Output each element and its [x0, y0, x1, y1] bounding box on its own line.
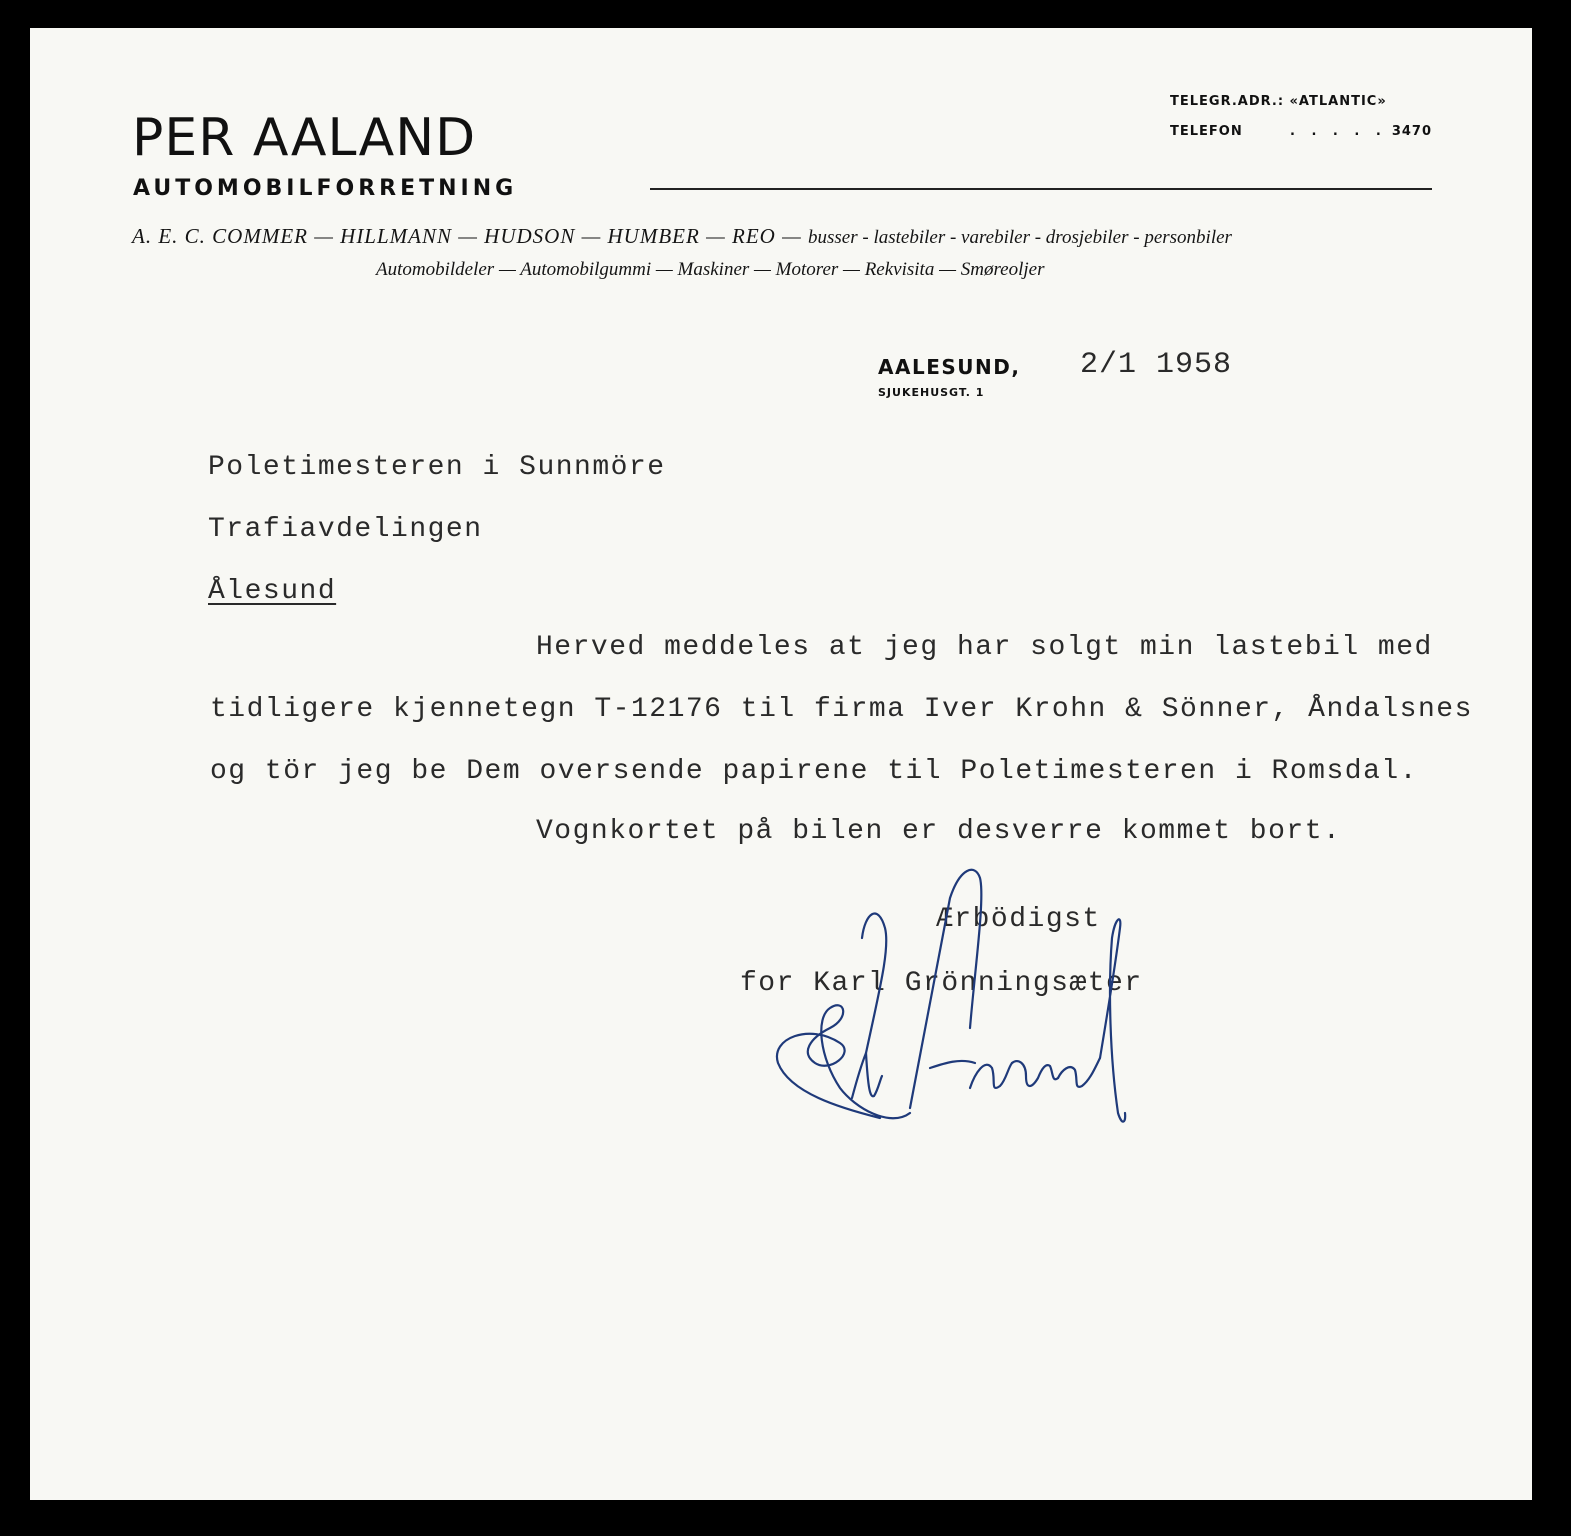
closing-signer: for Karl Grönningsæter [740, 968, 1143, 999]
recipient-line-2: Trafiavdelingen [208, 514, 483, 545]
letter-sheet [30, 28, 1532, 1500]
letter-date: 2/1 1958 [1080, 348, 1233, 382]
recipient-line-3: Ålesund [208, 576, 337, 607]
street-address: SJUKEHUSGT. 1 [878, 386, 985, 399]
handwritten-signature [770, 858, 1130, 1138]
company-name: PER AALAND [132, 108, 477, 168]
recipient-line-1: Poletimesteren i Sunnmöre [208, 452, 666, 483]
body-line-3: og tör jeg be Dem oversende papirene til Poletimesteren i Romsdal. [210, 756, 1418, 787]
city: AALESUND, [878, 355, 1021, 379]
phone-label: TELEFON [1170, 124, 1243, 139]
products-line: Automobildeler — Automobilgummi — Maskiner — Motorer — Rekvisita — Smøreoljer [376, 259, 1045, 280]
brand-list: A. E. C. COMMER — HILLMANN — HUDSON — HUMBER — REO — [132, 224, 802, 248]
header-rule [650, 188, 1432, 190]
brands-line [132, 224, 1232, 249]
phone-dots: . . . . . [1290, 124, 1387, 139]
body-line-2: tidligere kjennetegn T-12176 til firma Iver Krohn & Sönner, Åndalsnes [210, 694, 1473, 725]
body-line-4: Vognkortet på bilen er desverre kommet bort. [536, 816, 1342, 847]
telegraph-address: TELEGR.ADR.: «ATLANTIC» [1170, 94, 1387, 109]
vehicle-types: busser - lastebiler - varebiler - drosjebiler - personbiler [808, 227, 1232, 248]
company-subtitle: AUTOMOBILFORRETNING [133, 176, 518, 201]
closing-salutation: Ærbödigst [936, 904, 1101, 935]
body-line-1: Herved meddeles at jeg har solgt min lastebil med [536, 632, 1433, 663]
phone-number: 3470 [1391, 124, 1432, 139]
